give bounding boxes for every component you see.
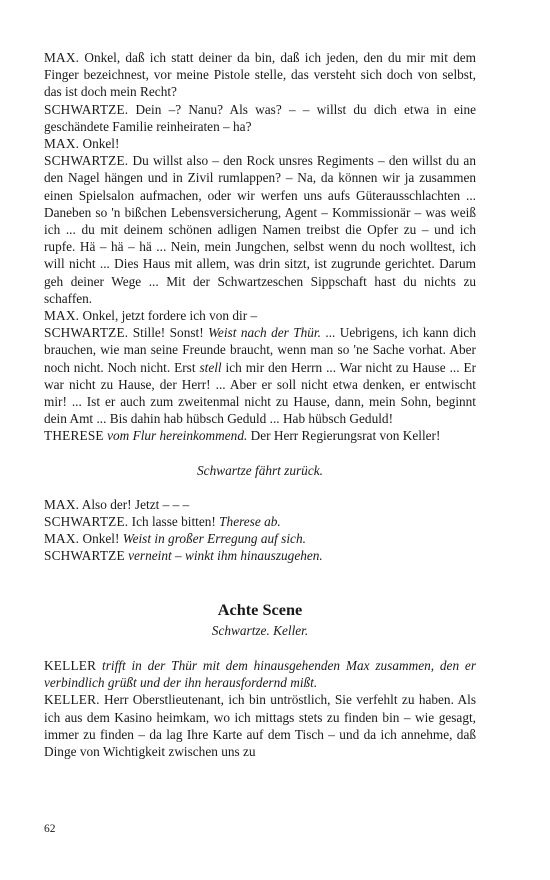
page-number: 62 — [44, 823, 56, 835]
stage-direction-inline: verneint – winkt ihm hinauszugehen. — [128, 548, 323, 564]
stage-direction-inline: trifft in der Thür mit dem hinausgehenden Max zusammen, den er verbindlich grüßt und der ihn herausfordernd mißt. — [44, 657, 476, 691]
speaker-name: MAX. — [44, 531, 80, 547]
scene-title: Achte Scene — [217, 599, 303, 619]
scene-cast: Schwartze. Keller. — [211, 622, 309, 638]
dialogue-paragraph — [44, 530, 476, 547]
dialogue-text: Also der! Jetzt – – – — [79, 496, 190, 512]
stage-direction-inline: vom Flur hereinkommend. — [107, 428, 248, 444]
spacer — [44, 565, 476, 600]
spacer — [44, 479, 476, 496]
dialogue-paragraph — [44, 49, 476, 101]
dialogue-paragraph — [44, 657, 476, 691]
dialogue-text: Onkel! — [79, 136, 120, 152]
speaker-name: MAX. — [44, 50, 80, 65]
stage-direction-centered: Schwartze fährt zurück. — [197, 462, 323, 478]
spacer — [44, 445, 476, 462]
dialogue-text: Der Herr Regierungsrat von Keller! — [247, 428, 441, 444]
dialogue-paragraph — [44, 152, 476, 307]
speaker-name: THERESE — [44, 428, 104, 444]
speaker-name: SCHWARTZE. — [44, 325, 129, 341]
dialogue-text: ... Uebrigens, ich kann dich brauchen, wie man seine Freunde braucht, wenn man so 'ne Sache vorhat. Aber noch nicht. Noch nicht. Erst — [44, 325, 476, 375]
dialogue-paragraph — [44, 691, 476, 760]
dialogue-text: Stille! Sonst! — [128, 325, 204, 341]
stage-direction-inline: Weist in großer Erregung auf sich. — [122, 531, 306, 547]
speaker-name: MAX. — [44, 308, 80, 324]
speaker-name: SCHWARTZE. — [44, 101, 129, 117]
spacer — [44, 639, 476, 657]
stage-direction-inline: Weist nach der Thür. — [208, 325, 321, 341]
dialogue-text: Onkel, daß ich statt deiner da bin, daß ich jeden, den du mir mit dem Finger bezeichnest, vor meine Pistole stelle, das versteht sich doch von selbst, das ist doch mein Recht? — [44, 50, 476, 100]
dialogue-text: Onkel, jetzt fordere ich von dir – — [79, 308, 258, 324]
speaker-name: MAX. — [44, 496, 80, 512]
dialogue-paragraph — [44, 135, 476, 152]
stage-direction-inline: Therese ab. — [219, 514, 281, 530]
dialogue-text: Herr Oberstlieutenant, ich bin untröstlich, Sie verfehlt zu haben. Als ich aus dem Kasino heimkam, wo ich mittags stets zu finden bin – wie gesagt, immer zu finden – da lag Ihre Karte auf dem Tisch – und da ich annehme, daß Dinge von Wichtigkeit zwischen uns zu — [44, 692, 476, 759]
dialogue-paragraph — [44, 547, 476, 564]
speaker-name: SCHWARTZE. — [44, 514, 129, 530]
dialogue-text: Du willst also – den Rock unsres Regiments – den willst du an den Nagel hängen und in Zivil rumlappen? – Na, da können wir ja zusammen einen Spielsalon aufmachen, oder wir werfen uns aufs Güterausschlachten ... Daneben so 'n bißchen Lebensversicherung, Agent – Kommissionär – was weiß ich ... du mit deinem schönen adligen Namen treibst die Opfer zu – und ich rupfe. Hä – hä – hä ... Nein, mein Jungchen, selbst wenn du noch wolltest, ich will nicht ... Dies Haus mit allem, was drin sitzt, ist zugrunde gerichtet. Darum geh deiner Wege ... Mit der Schwartzeschen Sippschaft hast du nichts zu schaffen. — [44, 153, 476, 306]
dialogue-text: ich mir den Herrn ... War nicht zu Hause ... Er war nicht zu Hause, der Herr! ... Aber er soll nicht etwa denken, er entwischt mir! ... Ist er auch zum zweitenmal nicht zu Hause, dann, mein Sohn, beginnt dein Amt ... Bis dahin hab hübsch Geduld ... Hab hübsch Geduld! — [44, 359, 477, 427]
dialogue-paragraph — [44, 101, 476, 135]
dialogue-paragraph — [44, 324, 476, 427]
speaker-name: KELLER. — [44, 692, 100, 708]
speaker-name: SCHWARTZE — [44, 548, 125, 564]
dialogue-paragraph — [44, 513, 476, 530]
dialogue-paragraph — [44, 307, 476, 324]
page-body — [44, 49, 476, 760]
speaker-name: KELLER — [44, 657, 97, 673]
dialogue-text: Dein –? Nanu? Als was? – – willst du dich etwa in eine geschändete Familie reinheiraten – ha? — [44, 101, 476, 134]
speaker-name: SCHWARTZE. — [44, 153, 129, 169]
dialogue-text: Onkel! — [79, 531, 120, 547]
dialogue-paragraph — [44, 496, 476, 513]
dialogue-text: Ich lasse bitten! — [128, 514, 216, 530]
speaker-name: MAX. — [44, 136, 80, 152]
emphasis: stell — [199, 359, 222, 375]
dialogue-paragraph — [44, 427, 476, 444]
